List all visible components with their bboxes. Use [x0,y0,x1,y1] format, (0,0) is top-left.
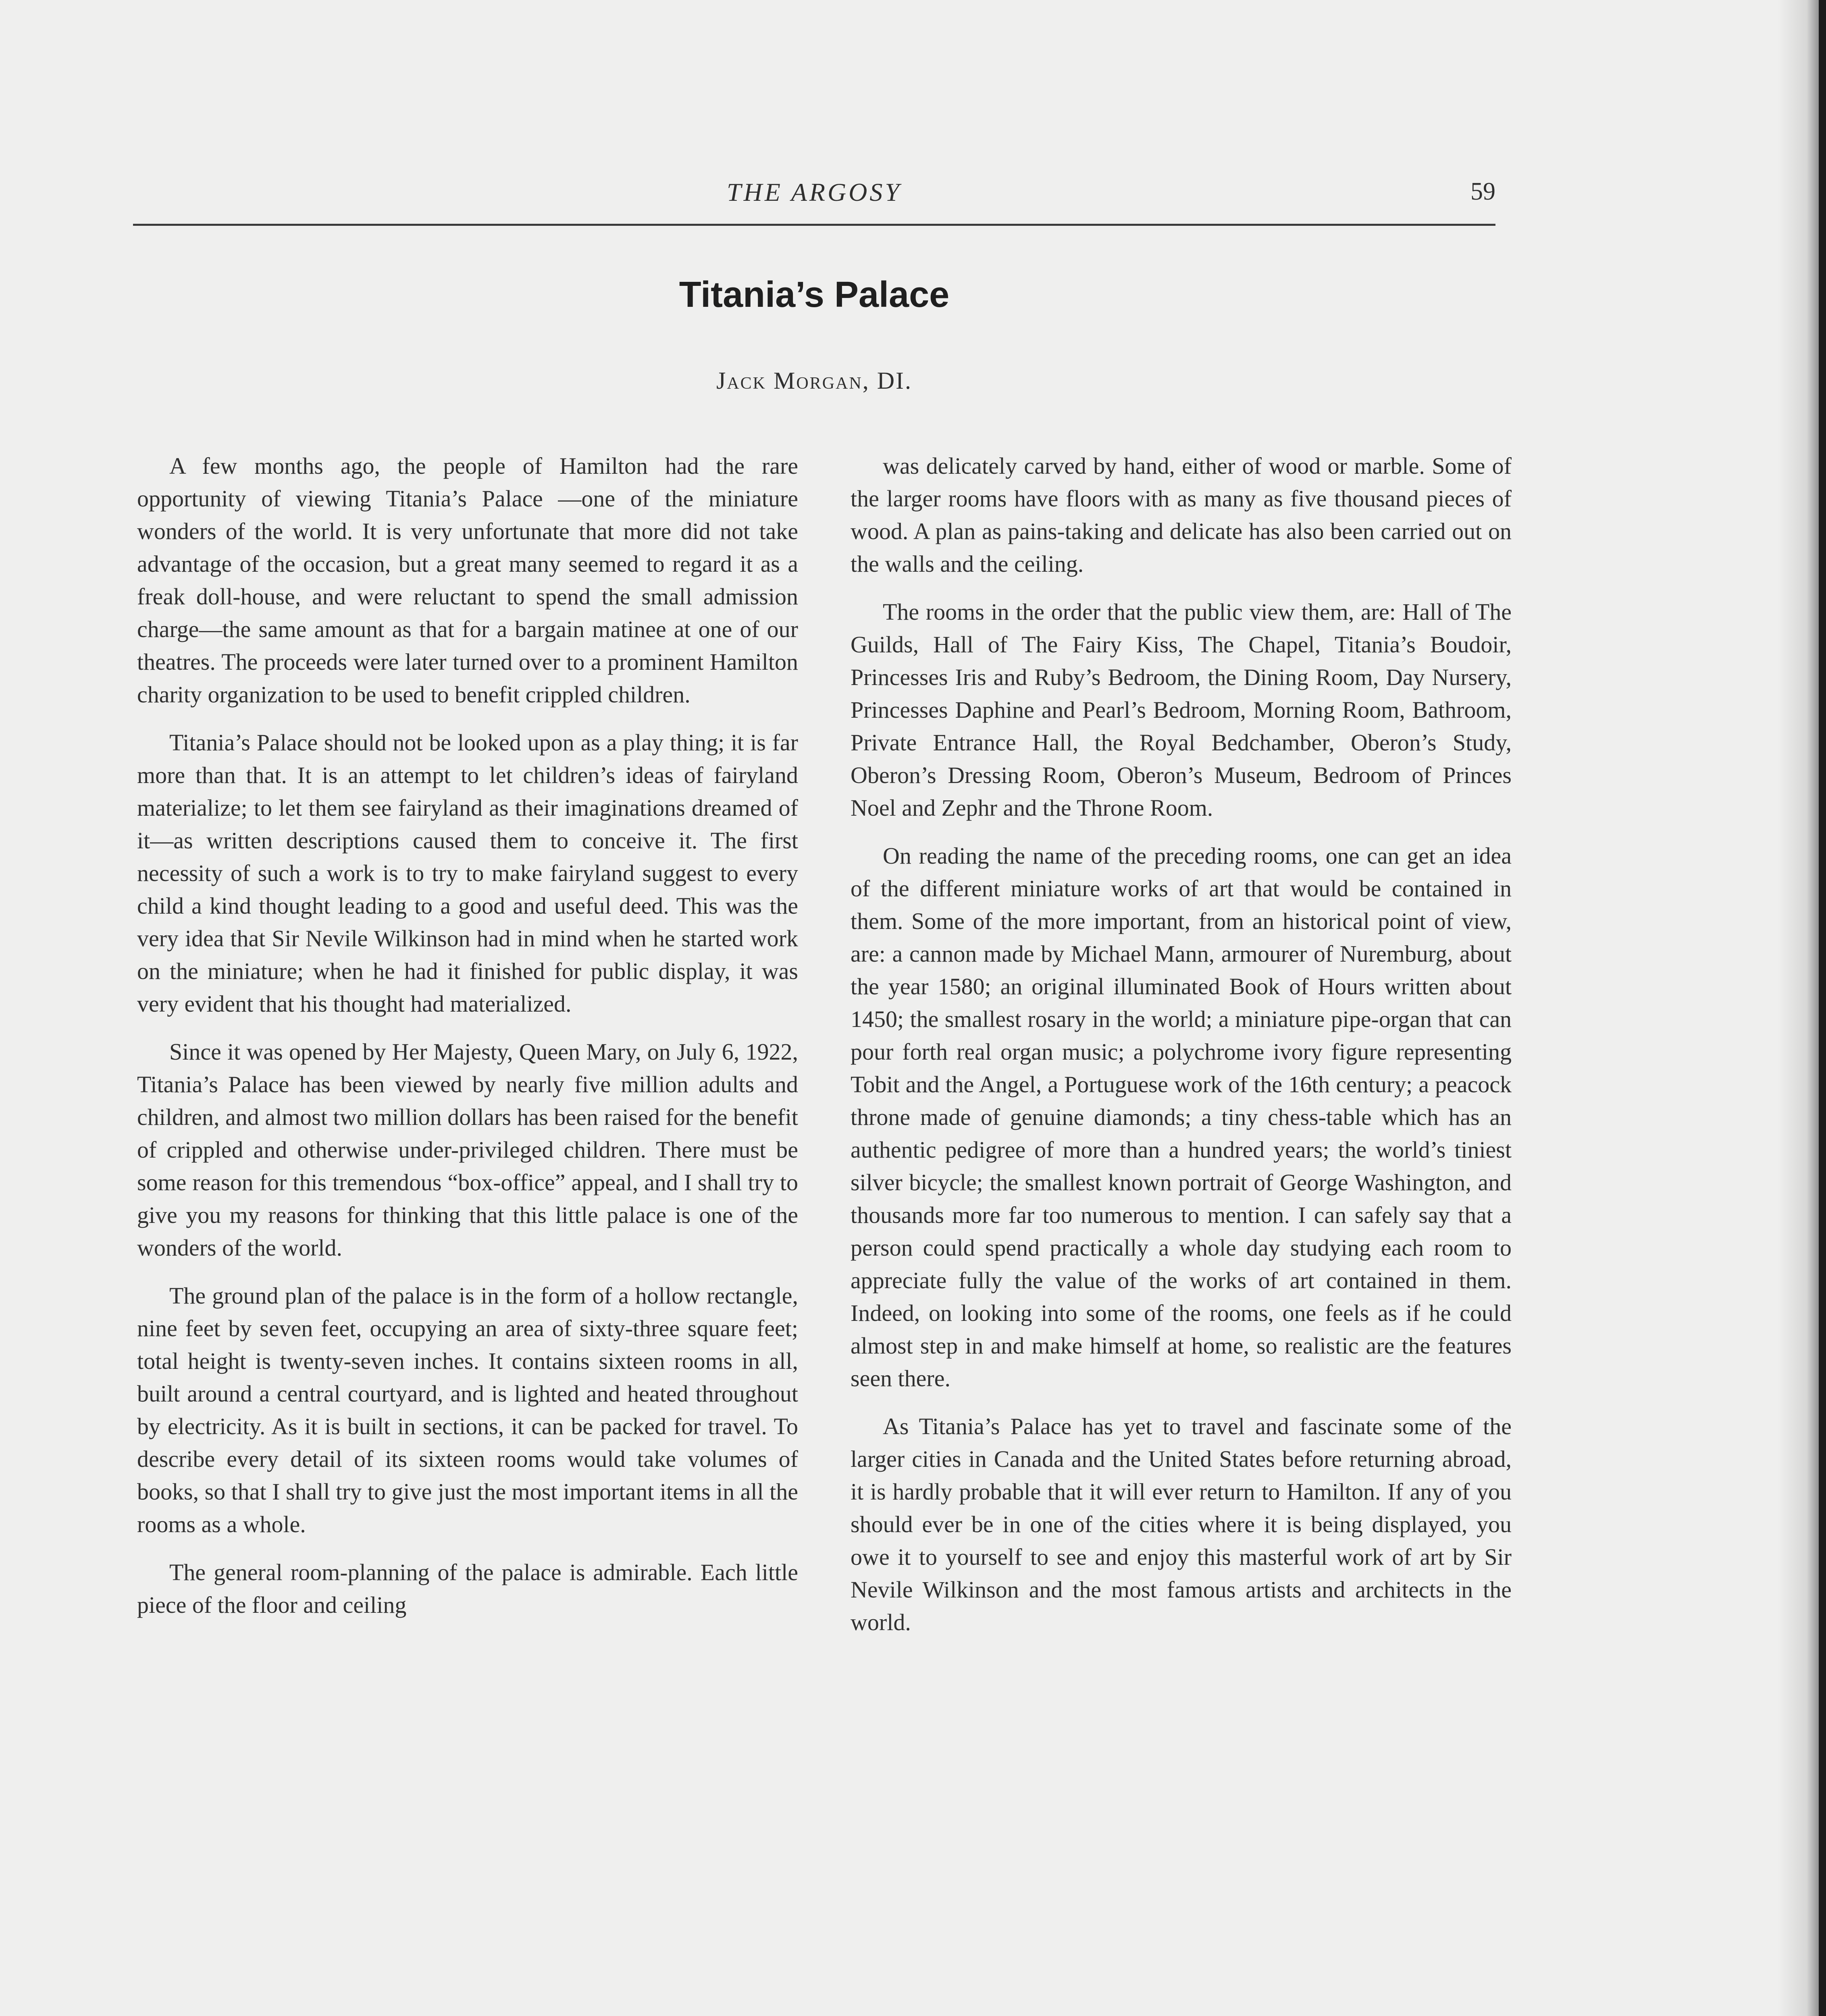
paragraph: The general room-planning of the palace is admirable. Each little piece of the floor and ceiling [137,1559,798,1618]
page-edge [1819,0,1826,2016]
paragraph: A few months ago, the people of Hamilton had the rare opportunity of viewing Titania’s Palace —one of the miniature wonders of the world. It is very unfortunate that more did not take advantage of the occasion, but a great many seemed to regard it as a freak doll-house, and were reluctant to spend the small admission charge—the same amount as that for a bargain matinee at one of our theatres. The proceeds were later turned over to a prominent Hamilton charity organization to be used to benefit crippled children. [137,453,798,708]
article-title: Titania’s Palace [679,275,950,315]
article-byline: Jack Morgan, DI. [716,367,913,394]
paragraph: Titania’s Palace should not be looked upon as a play thing; it is far more than that. It is an attempt to let children’s ideas of fairyland materialize; to let them see fairyland as their imaginations dreamed of it—as written descriptions caused them to conceive it. The first necessity of such a work is to try to make fairyland suggest to every child a kind thought leading to a good and useful deed. This was the very idea that Sir Nevile Wilkinson had in mind when he started work on the miniature; when he had it finished for public display, it was very evident that his thought had materialized. [137,729,798,1017]
paragraph: On reading the name of the preceding rooms, one can get an idea of the different miniature works of art that would be contained in them. Some of the more important, from an historical point of view, are: a cannon made by Michael Mann, armourer of Nuremburg, about the year 1580; an original illuminated Book of Hours written about 1450; the smallest rosary in the world; a miniature pipe-organ that can pour forth real organ music; a polychrome ivory figure representing Tobit and the Angel, a Portuguese work of the 16th century; a peacock throne made of genuine diamonds; a tiny chess-table which has an authentic pedigree of more than a hundred years; the world’s tiniest silver bicycle; the smallest known portrait of George Washington, and thousands more far too numerous to mention. I can safely say that a person could spend practically a whole day studying each room to appreciate fully the value of the works of art contained in them. Indeed, on looking into some of the rooms, one feels as if he could almost step in and make himself at home, so realistic are the features seen there. [851,843,1512,1391]
running-title: THE ARGOSY [727,178,902,206]
paragraph: Since it was opened by Her Majesty, Queen Mary, on July 6, 1922, Titania’s Palace has been viewed by nearly five million adults and children, and almost two million dollars has been raised for the benefit of crippled and otherwise under-privileged children. There must be some reason for this tremendous “box-office” appeal, and I shall try to give you my reasons for thinking that this little palace is one of the wonders of the world. [137,1039,798,1261]
running-header [133,177,1495,222]
paragraph: The ground plan of the palace is in the form of a hollow rectangle, nine feet by seven feet, occupying an area of sixty-three square feet; total height is twenty-seven inches. It contains sixteen rooms in all, built around a central courtyard, and is lighted and heated throughout by electricity. As it is built in sections, it can be packed for travel. To describe every detail of its sixteen rooms would take volumes of books, so that I shall try to give just the most important items in all the rooms as a whole. [137,1283,798,1537]
left-column [137,450,798,1637]
paragraph: The rooms in the order that the public view them, are: Hall of The Guilds, Hall of The Fairy Kiss, The Chapel, Titania’s Boudoir, Princesses Iris and Ruby’s Bedroom, the Dining Room, Day Nursery, Princesses Daphine and Pearl’s Bedroom, Morning Room, Bathroom, Private Entrance Hall, the Royal Bedchamber, Oberon’s Study, Oberon’s Dressing Room, Oberon’s Museum, Bedroom of Princes Noel and Zephr and the Throne Room. [851,599,1512,821]
page-number: 59 [1470,178,1495,205]
paragraph: was delicately carved by hand, either of wood or marble. Some of the larger rooms have floors with as many as five thousand pieces of wood. A plan as pains-taking and delicate has also been carried out on the walls and the ceiling. [851,453,1512,577]
paragraph: As Titania’s Palace has yet to travel and fascinate some of the larger cities in Canada and the United States before returning abroad, it is hardly probable that it will ever return to Hamilton. If any of you should ever be in one of the cities where it is being displayed, you owe it to yourself to see and enjoy this masterful work of art by Sir Nevile Wilkinson and the most famous artists and architects in the world. [851,1413,1512,1635]
header-rule [133,224,1495,226]
right-column [851,450,1512,1654]
